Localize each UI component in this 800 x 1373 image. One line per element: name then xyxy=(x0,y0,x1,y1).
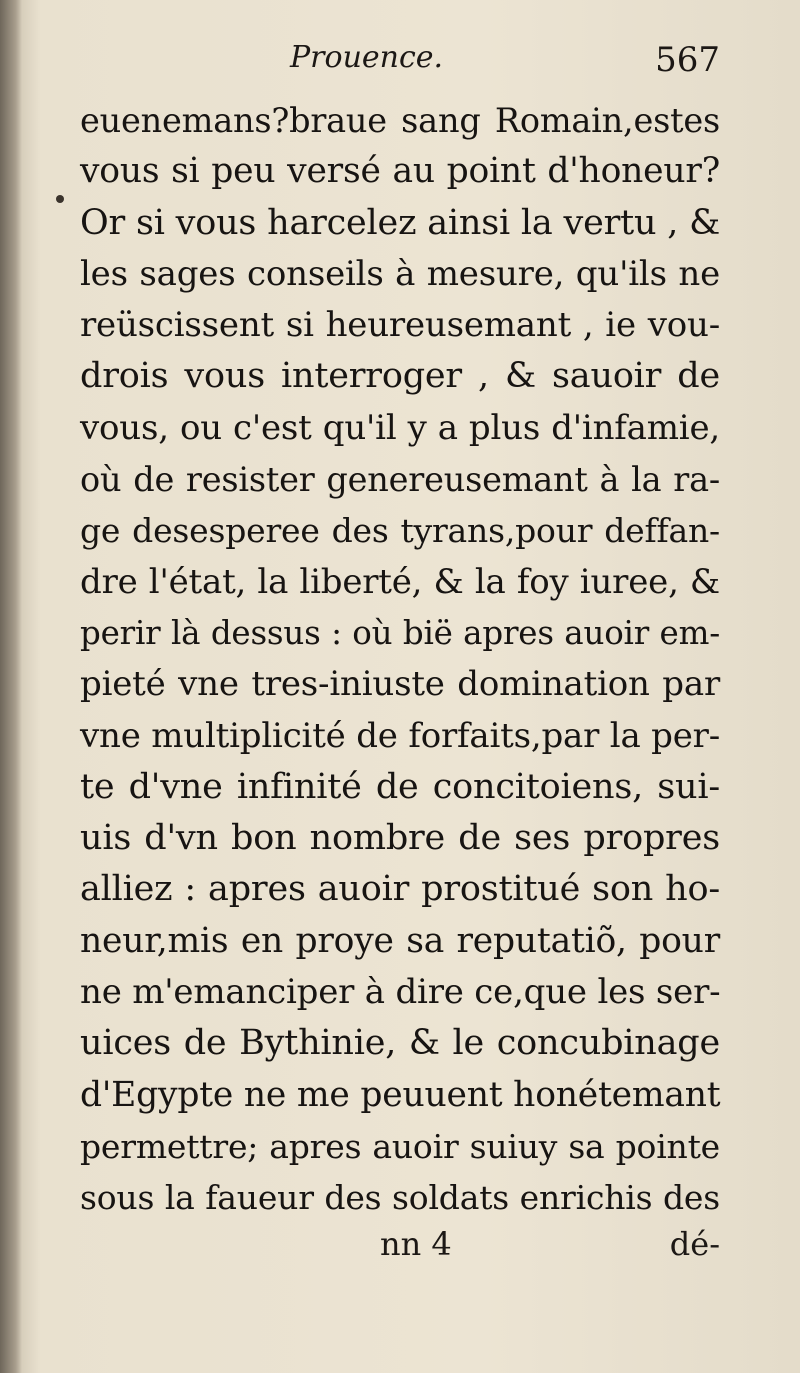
text-line: Or si vous harcelez ainsi la vertu , & xyxy=(80,202,721,243)
text-line: uis d'vn bon nombre de ses propres xyxy=(80,818,720,859)
text-line: où de resister genereusemant à la ra- xyxy=(80,460,720,500)
running-head: Prouence. xyxy=(290,40,444,75)
text-line: d'Egypte ne me peuuent honétemant xyxy=(80,1074,721,1115)
page-gutter xyxy=(0,0,22,1373)
page-footer xyxy=(80,1225,720,1275)
page-header xyxy=(80,40,730,90)
text-line: sous la faueur des soldats enrichis des xyxy=(80,1178,720,1218)
text-line: vous si peu versé au point d'honeur? xyxy=(80,151,720,192)
text-line: les sages conseils à mesure, qu'ils ne xyxy=(80,253,720,294)
margin-dot xyxy=(56,195,64,203)
text-line: vne multiplicité de forfaits,par la per- xyxy=(80,715,720,756)
text-line: pieté vne tres-iniuste domination par xyxy=(80,664,720,705)
text-line: drois vous interroger , & sauoir de xyxy=(80,356,720,397)
text-line: alliez : apres auoir prostitué son ho- xyxy=(80,869,720,910)
text-line: te d'vne infinité de concitoiens, sui- xyxy=(80,766,720,807)
text-line: dre l'état, la liberté, & la foy iuree, & xyxy=(80,561,720,602)
text-line: uices de Bythinie, & le concubinage xyxy=(80,1023,720,1064)
catchword: dé- xyxy=(669,1225,720,1263)
text-line: ne m'emanciper à dire ce,que les ser- xyxy=(80,972,721,1013)
text-line: ge desesperee des tyrans,pour deffan- xyxy=(80,511,720,551)
text-line: perir là dessus : où bië apres auoir em- xyxy=(80,613,720,652)
text-line: neur,mis en proye sa reputatiõ, pour xyxy=(80,920,720,961)
text-line: permettre; apres auoir suiuy sa pointe xyxy=(80,1126,720,1166)
signature-mark: nn 4 xyxy=(380,1225,452,1263)
text-line: vous, ou c'est qu'il y a plus d'infamie, xyxy=(80,407,720,448)
text-line: reüscissent si heureusemant , ie vou- xyxy=(80,305,720,346)
body-text xyxy=(80,95,720,1224)
page-number: 567 xyxy=(655,40,720,80)
text-line: euenemans?braue sang Romain,estes xyxy=(80,101,720,140)
